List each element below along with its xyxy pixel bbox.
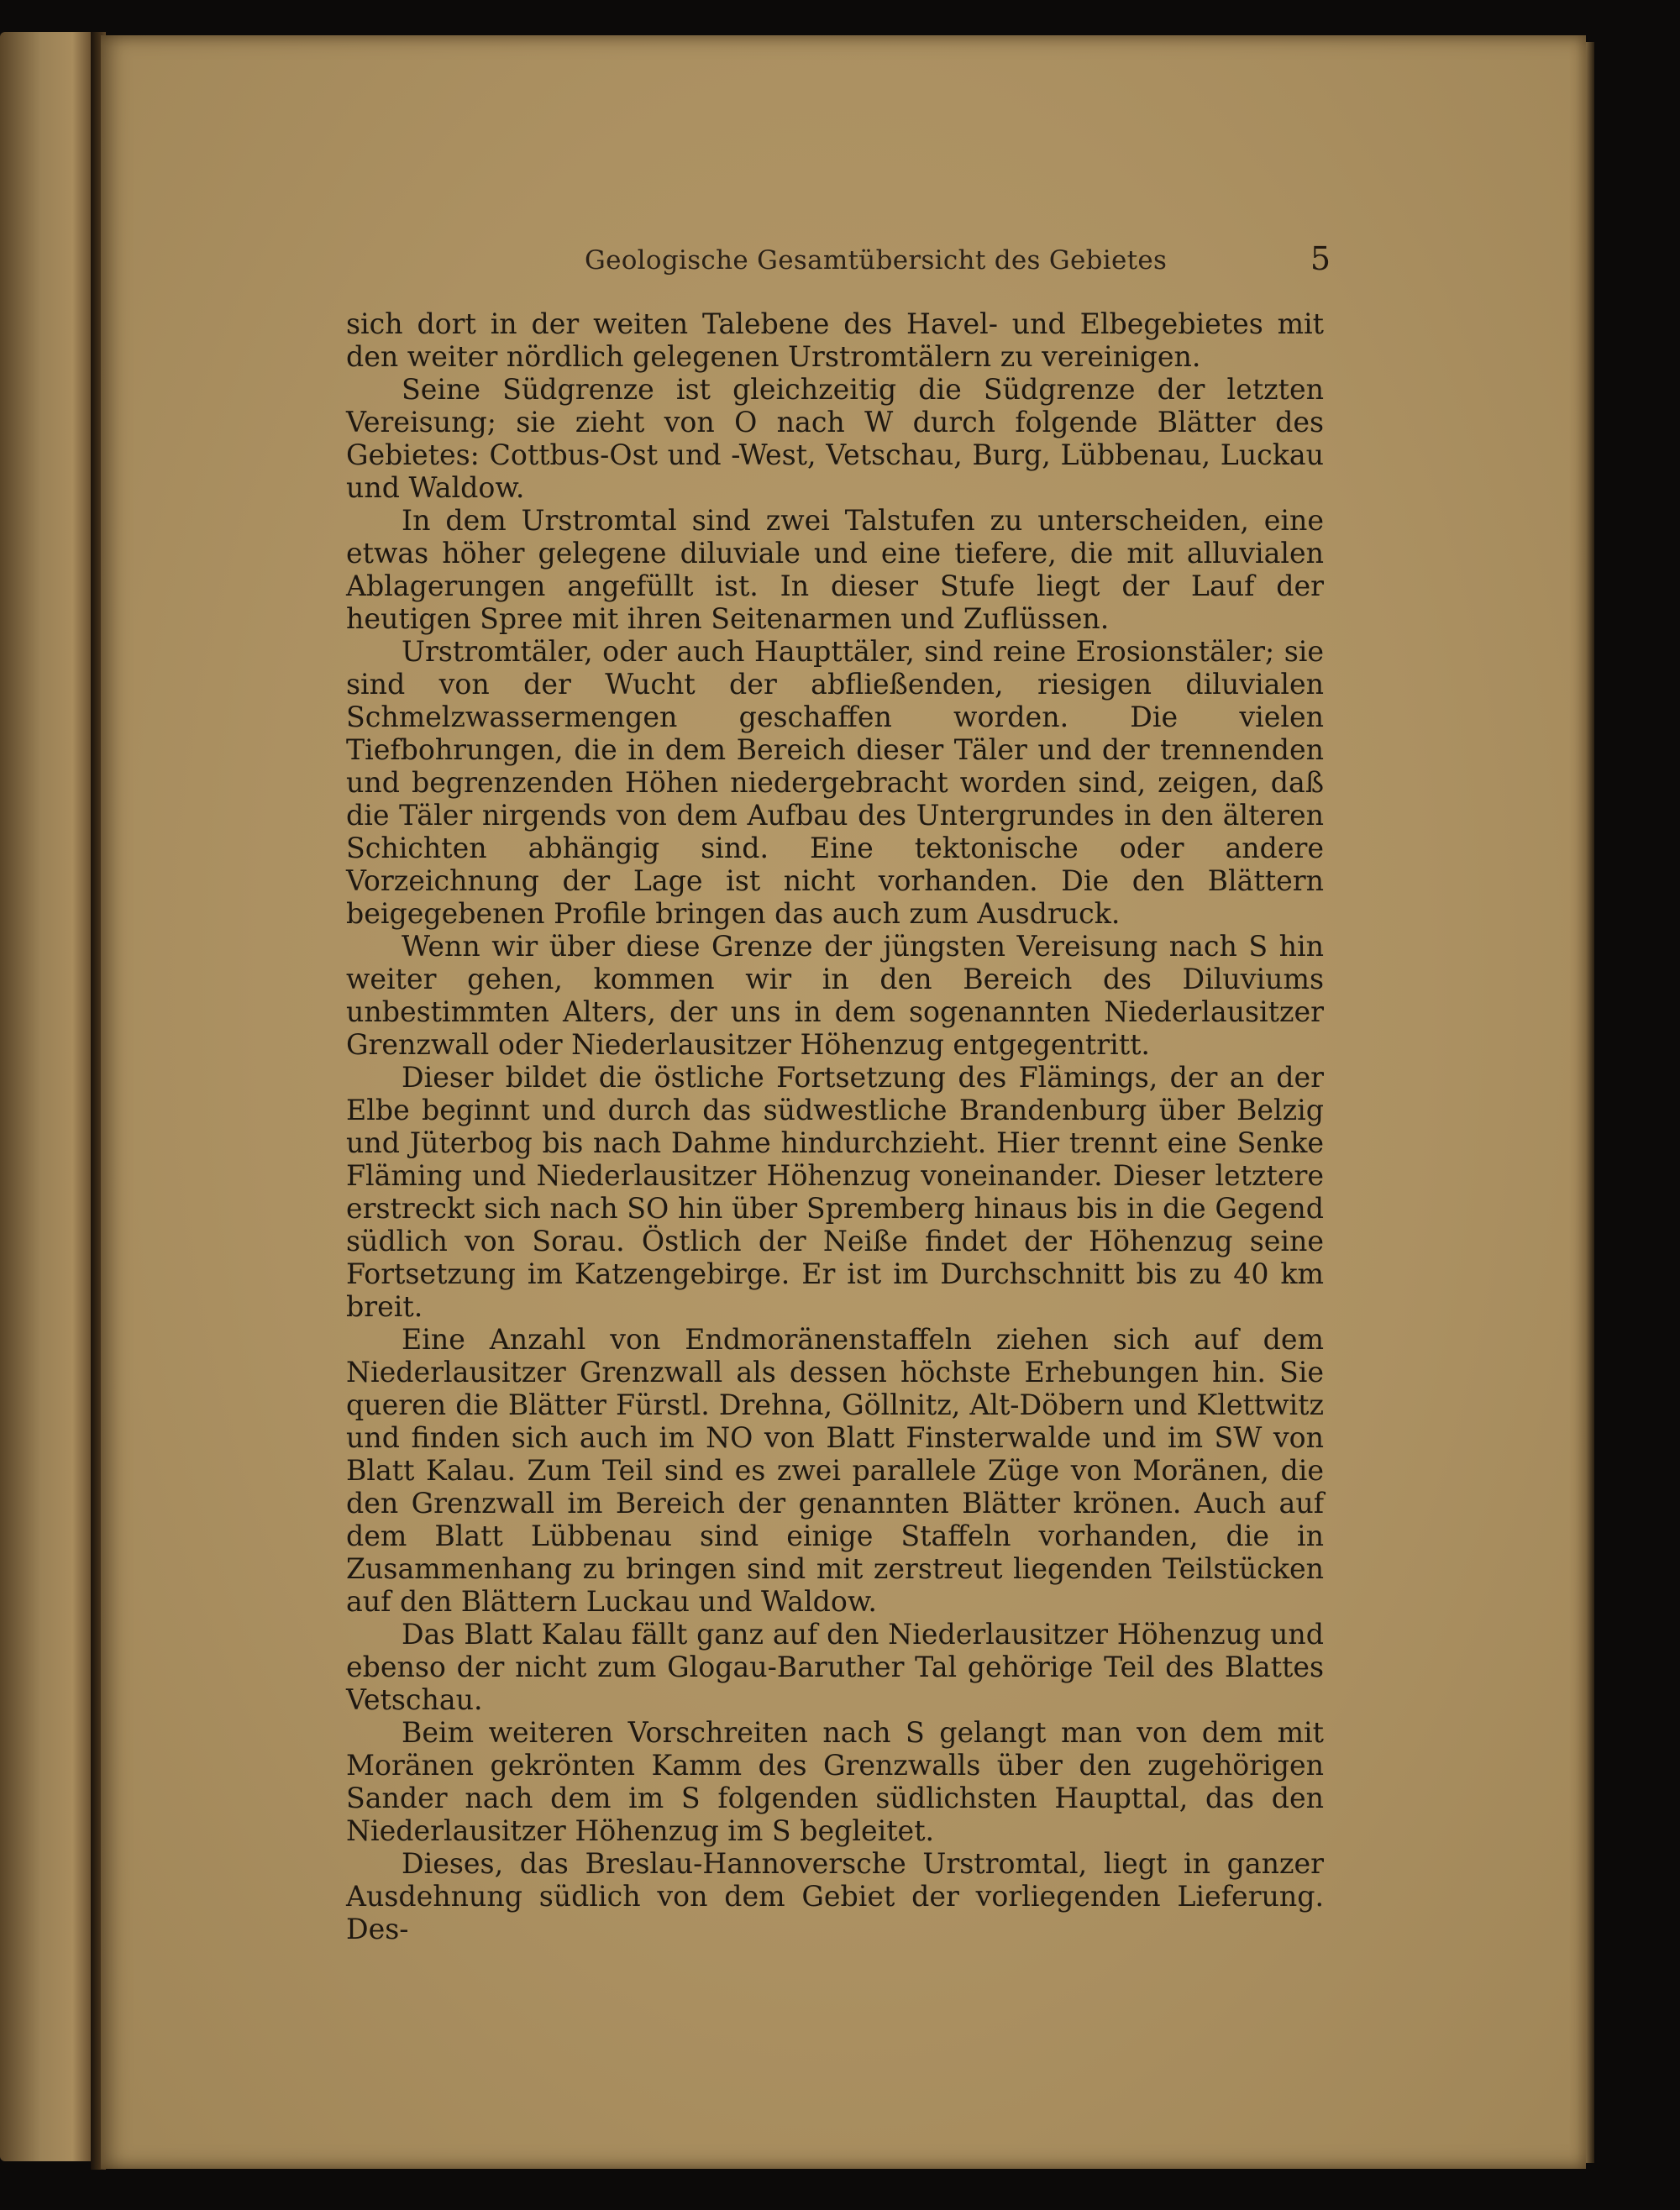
page-number: 5 (1310, 240, 1331, 277)
paragraph: Eine Anzahl von Endmoränenstaffeln ziehen sich auf dem Niederlausitzer Grenzwall als dessen höchste Erhebungen hin. Sie queren die Blätter Fürstl. Drehna, Göllnitz, Alt-Döbern und Klettwitz und finden sich auch im NO von Blatt Finsterwalde und im SW von Blatt Kalau. Zum Teil sind es zwei parallele Züge von Moränen, die den Grenzwall im Bereich der genannten Blätter krönen. Auch auf dem Blatt Lübbenau sind einige Staffeln vorhanden, die in Zusammenhang zu bringen sind mit zerstreut liegenden Teilstücken auf den Blättern Luckau und Waldow. (346, 1323, 1324, 1618)
paragraph: In dem Urstromtal sind zwei Talstufen zu unterscheiden, eine etwas höher gelegene diluviale und eine tiefere, die mit alluvialen Ablagerungen angefüllt ist. In dieser Stufe liegt der Lauf der heutigen Spree mit ihren Seitenarmen und Zuflüssen. (346, 504, 1324, 635)
body-text (346, 307, 1324, 1945)
running-title: Geologische Gesamtübersicht des Gebietes (585, 245, 1168, 276)
facing-page-edge (0, 32, 91, 2161)
paragraph: Wenn wir über diese Grenze der jüngsten Vereisung nach S hin weiter gehen, kommen wir in den Bereich des Diluviums unbestimmten Alters, der uns in dem sogenannten Niederlausitzer Grenzwall oder Niederlausitzer Höhenzug entgegentritt. (346, 930, 1324, 1061)
paragraph: Das Blatt Kalau fällt ganz auf den Niederlausitzer Höhenzug und ebenso der nicht zum Glogau-Baruther Tal gehörige Teil des Blattes Vetschau. (346, 1618, 1324, 1716)
paragraph: Dieser bildet die östliche Fortsetzung des Flämings, der an der Elbe beginnt und durch das südwestliche Brandenburg über Belzig und Jüterbog bis nach Dahme hindurchzieht. Hier trennt eine Senke Fläming und Niederlausitzer Höhenzug voneinander. Dieser letztere erstreckt sich nach SO hin über Spremberg hinaus bis in die Gegend südlich von Sorau. Östlich der Neiße findet der Höhenzug seine Fortsetzung im Katzengebirge. Er ist im Durchschnitt bis zu 40 km breit. (346, 1061, 1324, 1323)
paragraph: Beim weiteren Vorschreiten nach S gelangt man von dem mit Moränen gekrönten Kamm des Grenzwalls über den zugehörigen Sander nach dem im S folgenden südlichsten Haupttal, das den Niederlausitzer Höhenzug im S begleitet. (346, 1716, 1324, 1847)
paragraph: Seine Südgrenze ist gleichzeitig die Südgrenze der letzten Vereisung; sie zieht von O nach W durch folgende Blätter des Gebietes: Cottbus-Ost und -West, Vetschau, Burg, Lübbenau, Luckau und Waldow. (346, 373, 1324, 504)
paragraph: sich dort in der weiten Talebene des Havel- und Elbegebietes mit den weiter nördlich gelegenen Urstromtälern zu vereinigen. (346, 307, 1324, 373)
page-right-edge (1586, 42, 1594, 2163)
paragraph: Dieses, das Breslau-Hannoversche Urstromtal, liegt in ganzer Ausdehnung südlich von dem Gebiet der vorliegenden Lieferung. Des- (346, 1847, 1324, 1945)
paragraph: Urstromtäler, oder auch Haupttäler, sind reine Erosionstäler; sie sind von der Wucht der abfließenden, riesigen diluvialen Schmelzwassermengen geschaffen worden. Die vielen Tiefbohrungen, die in dem Bereich dieser Täler und der trennenden und begrenzenden Höhen niedergebracht worden sind, zeigen, daß die Täler nirgends von dem Aufbau des Untergrundes in den älteren Schichten abhängig sind. Eine tektonische oder andere Vorzeichnung der Lage ist nicht vorhanden. Die den Blättern beigegebenen Profile bringen das auch zum Ausdruck. (346, 635, 1324, 930)
running-header (585, 240, 1341, 284)
